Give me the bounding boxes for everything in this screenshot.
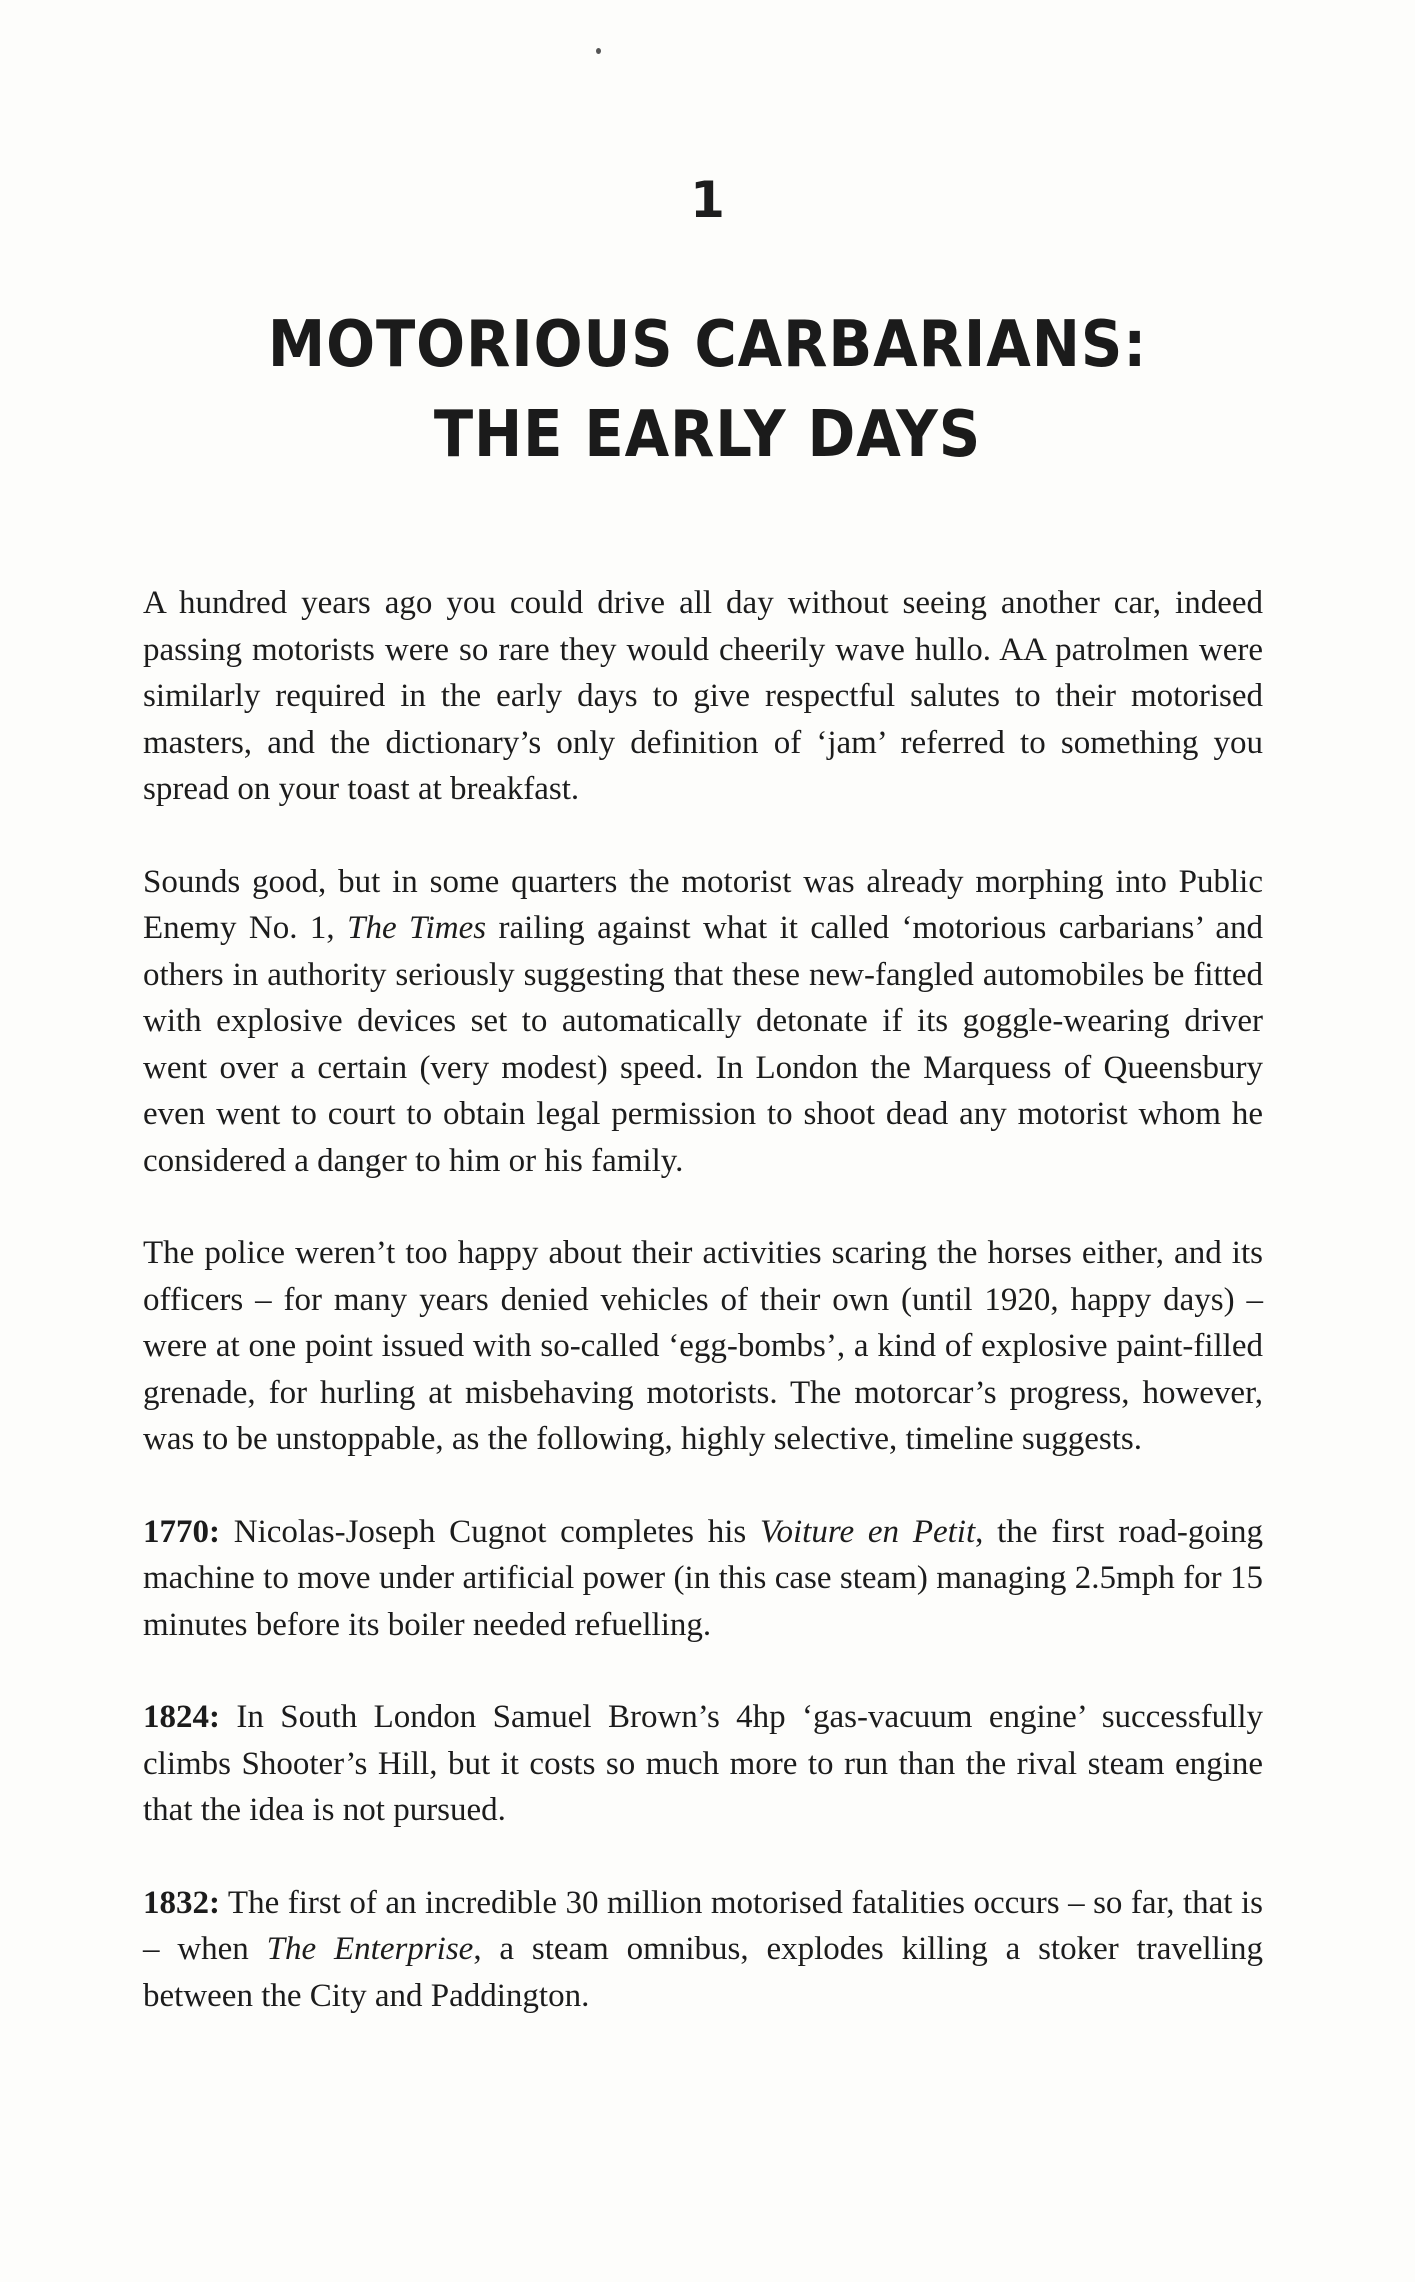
newspaper-title: The Times — [347, 910, 487, 946]
paragraph-public-enemy — [143, 859, 1263, 1185]
paragraph-public-enemy-text-1: Sounds good, but in some quarters the motorist was already morphing into Public Enemy No. 1, — [143, 863, 1263, 946]
timeline-text-tail: , the first road-going machine to move under artificial power (in this case steam) managing 2.5mph for 15 minutes before its boiler needed refuelling. — [143, 1513, 1263, 1643]
chapter-title-line-2: THE EARLY DAYS — [433, 398, 982, 472]
timeline-text: The first of an incredible 30 million motorised fatalities occurs – so far, that is – when — [143, 1884, 1263, 1967]
paragraph-police: The police weren’t too happy about their activities scaring the horses either, and its officers – for many years denied vehicles of their own (until 1920, happy days) – were at one point issued with so-called ‘egg-bombs’, a kind of explosive paint-filled grenade, for hurling at misbehaving motorists. The motorcar’s progress, however, was to be unstoppable, as the following, highly selective, timeline suggests. — [143, 1235, 1263, 1457]
timeline-text: In South London Samuel Brown’s 4hp ‘gas-vacuum engine’ successfully climbs Shooter’s Hill, but it costs so much more to run than the rival steam engine that the idea is not pursued. — [143, 1699, 1263, 1828]
timeline-entry-1832 — [143, 1880, 1263, 2020]
paragraph-intro: A hundred years ago you could drive all day without seeing another car, indeed passing motorists were so rare they would cheerily wave hullo. AA patrolmen were similarly required in the early days to give respectful salutes to their motorised masters, and the dictionary’s only definition of ‘jam’ referred to something you spread on your toast at breakfast. — [143, 585, 1263, 807]
timeline-year: 1824: — [143, 1699, 220, 1735]
paragraph-public-enemy-text-2: railing against what it called ‘motorious carbarians’ and others in authority seriously suggesting that these new-fangled automobiles be fitted with explosive devices set to automatically detonate if its goggle-wearing driver went over a certain (very modest) speed. In London the Marquess of Queensbury even went to court to obtain legal permission to shoot dead any motorist whom he considered a danger to him or his family. — [143, 910, 1264, 1179]
timeline-text: Nicolas-Joseph Cugnot completes his — [220, 1513, 761, 1550]
timeline-italic-title: The Enterprise — [266, 1931, 474, 1967]
chapter-title — [71, 300, 1345, 480]
timeline-entry-1770 — [143, 1509, 1263, 1649]
timeline-year: 1832: — [143, 1884, 220, 1921]
timeline-entry-1824 — [143, 1694, 1263, 1834]
timeline-italic-title: Voiture en Petit — [760, 1513, 976, 1550]
print-speck — [596, 48, 601, 54]
chapter-number: 1 — [690, 171, 725, 229]
chapter-body — [143, 580, 1263, 2065]
chapter-title-line-1: MOTORIOUS CARBARIANS: — [267, 308, 1148, 382]
timeline-text-tail: , a steam omnibus, explodes killing a stoker travelling between the City and Paddington. — [143, 1931, 1264, 2014]
timeline-year: 1770: — [143, 1513, 220, 1550]
